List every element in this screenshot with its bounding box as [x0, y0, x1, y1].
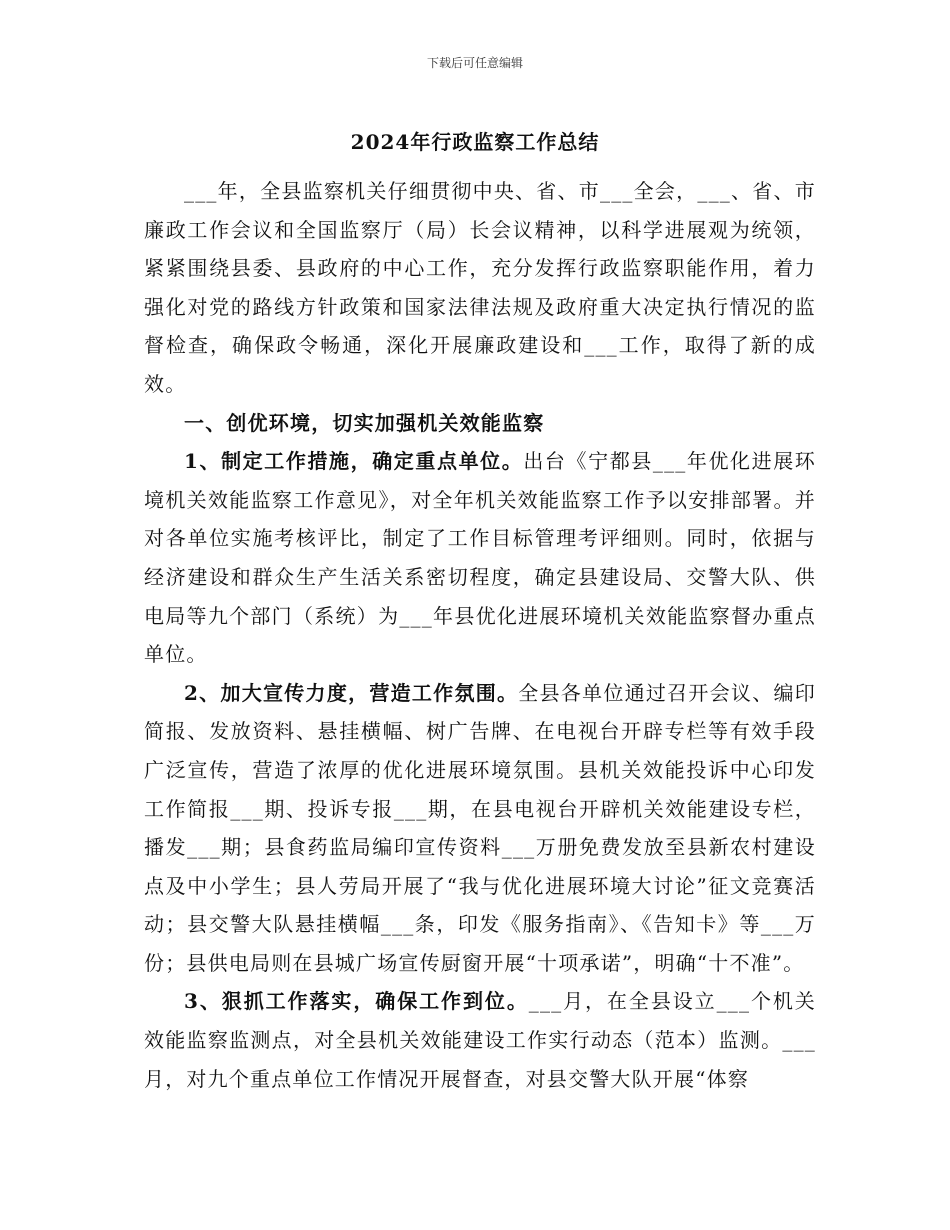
item-paragraph — [144, 674, 816, 983]
intro-paragraph: ___年，全县监察机关仔细贯彻中央、省、市___全会，___、省、市廉政工作会议和全国监察厅（局）长会议精神，以科学进展观为统领，紧紧围绕县委、县政府的中心工作，充分发挥行政监察职能作用，着力强化对党的路线方针政策和国家法律法规及政府重大决定执行情况的监督检查，确保政令畅通，深化开展廉政建设和___工作，取得了新的成效。 — [144, 179, 816, 396]
item-lead: 3、狠抓工作落实，确保工作到位。 — [184, 989, 529, 1014]
item-lead: 1、制定工作措施，确定重点单位。 — [184, 449, 524, 474]
item-text: 出台《宁都县___年优化进展环境机关效能监察工作意见》，对全年机关效能监察工作予以安排部署。并对各单位实施考核评比，制定了工作目标管理考评细则。同时，依据与经济建设和群众生产生活关系密切程度，确定县建设局、交警大队、供电局等九个部门（系统）为___年县优化进展环境机关效能监察督办重点单位。 — [144, 449, 817, 667]
item-text: ___月，在全县设立___个机关效能监察监测点，对全县机关效能建设工作实行动态（范本）监测。___月，对九个重点单位工作情况开展督查，对县交警大队开展“体察 — [144, 989, 816, 1091]
section-heading: 一、创优环境，切实加强机关效能监察 — [184, 410, 545, 435]
document-title: 2024年行政监察工作总结 — [350, 130, 600, 154]
document-body — [144, 172, 816, 1098]
item-paragraph — [144, 442, 816, 674]
item-text: 全县各单位通过召开会议、编印简报、发放资料、悬挂横幅、树广告牌、在电视台开辟专栏等有效手段广泛宣传，营造了浓厚的优化进展环境氛围。县机关效能投诉中心印发工作简报___期、投诉专报___期，在县电视台开辟机关效能建设专栏，播发___期；县食药监局编印宣传资料___万册免费发放至县新农村建设点及中小学生；县人劳局开展了“我与优化进展环境大讨论”征文竞赛活动；县交警大队悬挂横幅___条，印发《服务指南》、《告知卡》等___万份；县供电局则在县城广场宣传厨窗开展“十项承诺”，明确“十不准”。 — [144, 680, 816, 975]
item-lead: 2、加大宣传力度，营造工作氛围。 — [184, 680, 519, 705]
item-paragraph — [144, 982, 816, 1098]
page-header-note: 下载后可任意编辑 — [426, 56, 523, 70]
